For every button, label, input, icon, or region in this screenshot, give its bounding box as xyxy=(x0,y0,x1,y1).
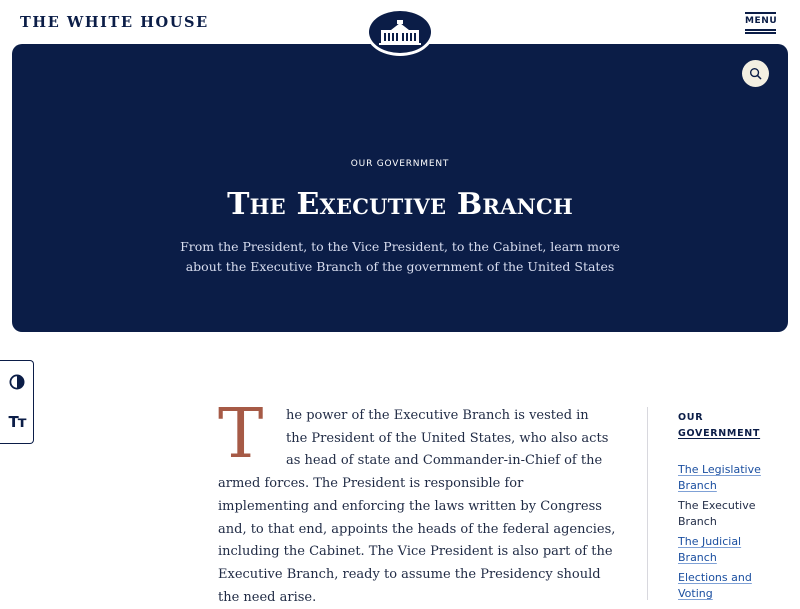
article-line: armed forces. The President is responsible for xyxy=(218,476,524,492)
article-line: the President of the United States, who also acts xyxy=(286,430,609,446)
sidenav-heading-line: OUR xyxy=(678,412,704,423)
sidenav-item-legislative-branch[interactable] xyxy=(678,462,788,494)
search-icon xyxy=(749,67,762,80)
sidenav-item-label: The Judicial xyxy=(678,535,742,548)
contrast-icon xyxy=(9,374,25,390)
article-line: and, to that end, appoints the heads of the federal agencies, xyxy=(218,521,616,537)
hero-subtitle: From the President, to the Vice President, to the Cabinet, learn more about the Executive Branch of the government of the United States xyxy=(180,239,620,274)
hero-eyebrow: OUR GOVERNMENT xyxy=(350,159,450,169)
page-title: The Executive Branch xyxy=(227,187,573,222)
sidenav-item-label: The Legislative xyxy=(678,463,761,476)
sidenav-item-executive-branch[interactable] xyxy=(678,498,788,530)
article-line: as head of state and Commander-in-Chief of the xyxy=(286,453,603,469)
site-brand[interactable]: THE WHITE HOUSE xyxy=(20,14,209,31)
hero-banner xyxy=(12,44,788,332)
contrast-toggle-button[interactable] xyxy=(4,369,30,395)
drop-cap: T xyxy=(218,395,264,474)
sidenav-heading[interactable] xyxy=(678,410,760,442)
sidenav-item-label: The Executive xyxy=(678,499,756,512)
article-line: he power of the Executive Branch is vested in xyxy=(286,408,589,423)
article-body xyxy=(218,395,616,609)
sidenav-item-label: Elections and xyxy=(678,571,752,584)
sidenav-item-elections-and-voting[interactable] xyxy=(678,570,788,602)
sidenav-item-label: Voting xyxy=(678,587,713,600)
article-line: including the Cabinet. The Vice President is also part of the xyxy=(218,544,613,560)
sidenav-item-label: Branch xyxy=(678,479,717,492)
white-house-seal-icon[interactable] xyxy=(366,8,434,56)
search-button[interactable] xyxy=(742,60,769,87)
article-line: Executive Branch, ready to assume the Presidency should xyxy=(218,566,601,582)
sidenav-item-judicial-branch[interactable] xyxy=(678,534,788,566)
sidenav-item-label: Branch xyxy=(678,551,717,564)
menu-button[interactable] xyxy=(745,12,776,34)
menu-line xyxy=(745,32,776,34)
accessibility-toolbar xyxy=(0,360,34,444)
menu-label: MENU xyxy=(745,16,778,26)
sidenav-heading-line: GOVERNMENT xyxy=(678,428,761,439)
article-line: the need arise. xyxy=(218,589,317,605)
menu-line xyxy=(745,29,776,31)
article-line: implementing and enforcing the laws written by Congress xyxy=(218,498,602,514)
text-size-button[interactable]: Tт xyxy=(8,413,26,431)
sidenav-item-label: Branch xyxy=(678,515,717,528)
section-sidenav xyxy=(647,407,800,600)
site-header xyxy=(0,0,800,44)
menu-line xyxy=(745,12,776,14)
